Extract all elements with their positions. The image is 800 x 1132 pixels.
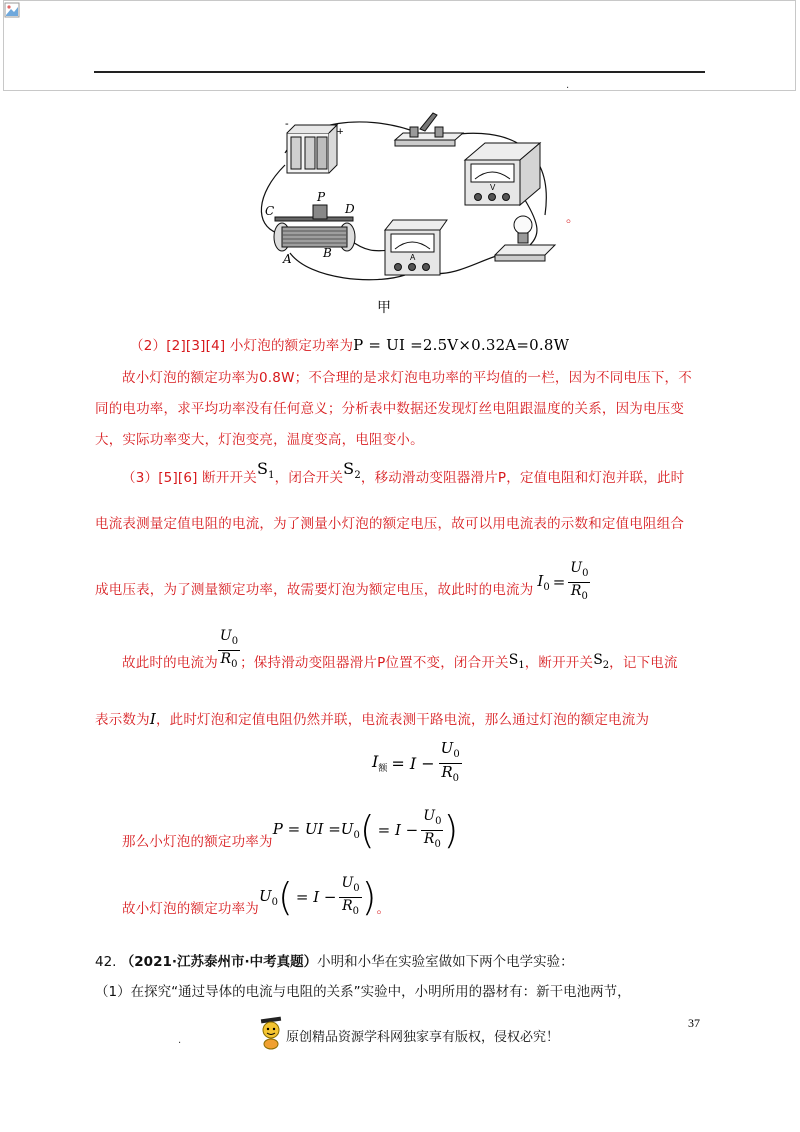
para2-line0: [130, 334, 569, 354]
para4-s2: S: [593, 651, 603, 668]
ammeter-label: A: [410, 253, 416, 262]
para6-tail: 。: [376, 901, 391, 918]
para3-s2: S: [343, 459, 355, 478]
para6-lead: 故小灯泡的额定功率为: [122, 901, 259, 918]
para2-line1: 故小灯泡的额定功率为0.8W；不合理的是求灯泡电功率的平均值的一栏，因为不同电压下，不: [122, 370, 692, 386]
para3-eq: =: [552, 573, 566, 592]
circuit-diagram: [255, 105, 565, 320]
battery-minus-label: -: [285, 118, 289, 130]
para6-right-paren: ): [361, 875, 377, 920]
para4-s1: S: [508, 651, 519, 668]
para4-lead: 故此时的电流为: [122, 654, 218, 671]
rheostat: [274, 205, 355, 251]
voltmeter: [465, 143, 540, 205]
para3-i0: $I_0$: [537, 571, 550, 593]
para3-s1-sub: 1: [268, 470, 275, 482]
para3-seg1: （3）[5][6] 断开开关: [122, 470, 257, 486]
para3-line1: [122, 459, 685, 489]
footer-dot: .: [178, 1035, 182, 1046]
para4-seg3: ，断开开关: [524, 654, 594, 671]
question-42-line1: [95, 950, 574, 970]
lamp: [495, 216, 555, 261]
voltmeter-label: V: [490, 183, 496, 192]
para3-line2: 电流表测量定值电阻的电流，为了测量小灯泡的额定电压，故可以用电流表的示数和定值电阻组合: [95, 516, 685, 532]
header-dot: .: [566, 80, 570, 91]
question-source: （2021·江苏泰州市·中考真题）: [120, 954, 318, 970]
label-P: P: [317, 190, 326, 204]
mascot-logo-icon: [258, 1016, 284, 1050]
para3-seg3: ，移动滑动变阻器滑片P，定值电阻和灯泡并联，此时: [360, 470, 685, 486]
para5-formula: P = UI =U: [272, 819, 354, 838]
para2-line3: 大，实际功率变大，灯泡变亮，温度变高，电阻变小。: [95, 432, 424, 448]
figure-caption: 甲: [377, 300, 391, 316]
para4-current-I: I: [149, 710, 156, 728]
para5-lead: 那么小灯泡的额定功率为: [122, 834, 273, 851]
question-text: 小明和小华在实验室做如下两个电学实验：: [317, 954, 574, 970]
para4-line2: 表示数为I，此时灯泡和定值电阻仍然并联，电流表测干路电流，那么通过灯泡的额定电流为: [95, 710, 650, 728]
para6-mid: = I −: [295, 888, 337, 907]
battery-plus-label: +: [337, 126, 344, 138]
ammeter: [385, 220, 447, 275]
para5-right-paren: ): [443, 808, 459, 853]
para3-line3-text: 成电压表，为了测量额定功率，故需要灯泡为额定电压，故此时的电流为: [95, 582, 534, 599]
para6-fraction: $\frac{U_0}{R_0}$: [341, 875, 360, 917]
page-number: 37: [688, 1016, 700, 1030]
para4-line1: 故此时的电流为 $\frac{U_0}{R_0}$ ；保持滑动变阻器滑片P位置不变，闭合开关 $S_1$ ，断开开关 $S_2$ ，记下电流: [122, 628, 678, 671]
para5-left-paren: (: [359, 808, 375, 853]
label-B: B: [323, 246, 332, 260]
para5-fraction: $\frac{U_0}{R_0}$: [423, 808, 442, 850]
rated-current-equation: $I_额$ = I − $\frac{U_0}{R_0}$: [372, 740, 462, 787]
para6-line: 故小灯泡的额定功率为 $U_0$ ( = I − $\frac{U_0}{R_0}$ ) 。: [122, 875, 391, 920]
para4-fraction: $\frac{U_0}{R_0}$: [219, 628, 239, 670]
para5-line: 那么小灯泡的额定功率为 P = UI $=U_0$ ( = I − $\frac{U_0}{R_0}$ ): [122, 808, 459, 853]
header-frame: [3, 0, 796, 91]
knife-switch: [395, 113, 463, 146]
question-number: 42.: [95, 954, 117, 970]
label-C: C: [265, 204, 275, 218]
para2-lead: （2）[2][3][4] 小灯泡的额定功率为: [130, 338, 354, 354]
para2-formula: P = UI =2.5V×0.32A=0.8W: [353, 336, 570, 354]
header-rule: [94, 71, 705, 73]
eq-fraction: $\frac{U_0}{R_0}$: [440, 739, 460, 784]
para5-mid: = I −: [377, 821, 419, 840]
eq-mid: = I −: [391, 754, 435, 773]
eq-lhs: I: [372, 752, 379, 772]
para4-seg2: ；保持滑动变阻器滑片P位置不变，闭合开关: [240, 654, 509, 671]
footer-copyright: 原创精品资源学科网独家享有版权，侵权必究！: [286, 1030, 560, 1045]
para3-fraction: $\frac{U_0}{R_0}$: [570, 560, 589, 602]
para3-line3: [95, 560, 590, 611]
para3-s1: S: [256, 459, 269, 478]
label-D: D: [345, 202, 355, 216]
para2-line2: 同的电功率，求平均功率没有任何意义；分析表中数据还发现灯丝电阻跟温度的关系，因为电压变: [95, 401, 685, 417]
para6-left-paren: (: [278, 875, 293, 920]
figure-trailing-mark: 。: [566, 210, 580, 226]
question-42-line2: （1）在探究“通过导体的电流与电阻的关系”实验中，小明所用的器材有：新干电池两节，: [95, 984, 631, 1000]
para4-seg4: ，记下电流: [609, 654, 678, 671]
battery: [287, 125, 337, 173]
para3-s2-sub: 2: [354, 470, 361, 482]
label-A: A: [283, 252, 292, 266]
broken-image-icon: [4, 2, 20, 18]
para3-seg2: ，闭合开关: [274, 470, 344, 486]
